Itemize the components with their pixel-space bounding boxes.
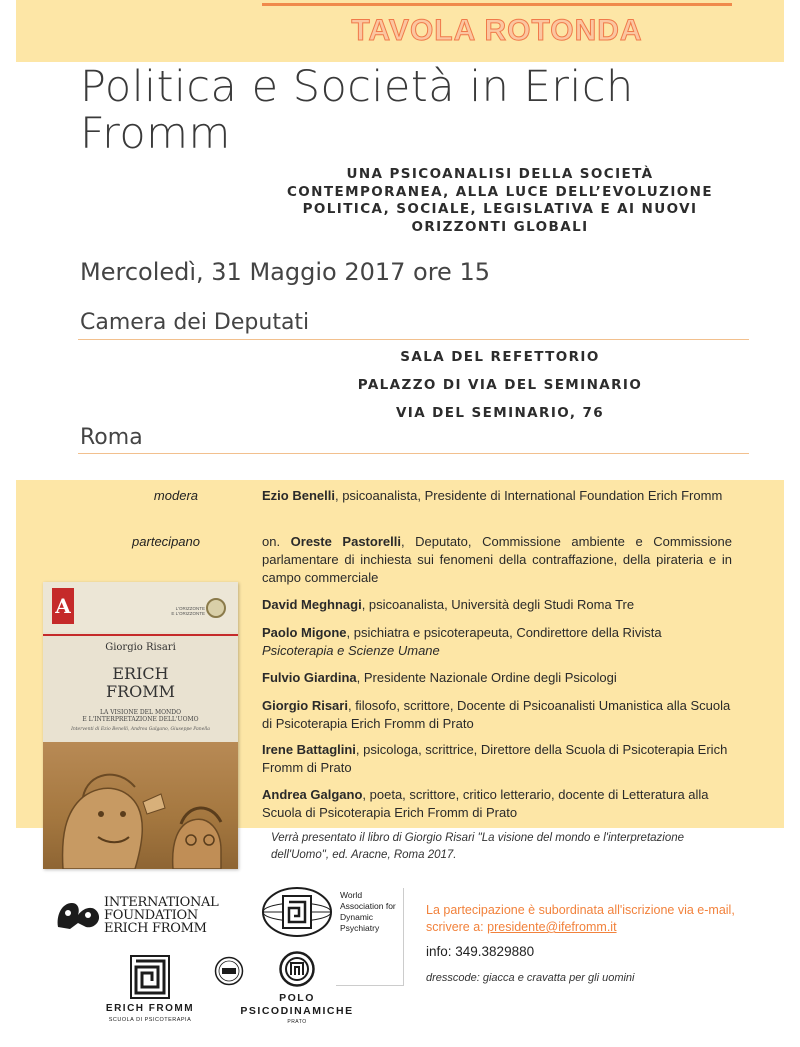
program-entry	[262, 596, 732, 614]
event-city: Roma	[80, 425, 143, 450]
subtitle-line: POLITICA, SOCIALE, LEGISLATIVA E AI NUOVI	[302, 201, 698, 217]
venue-line: VIA DEL SEMINARIO, 76	[395, 405, 605, 421]
person-description: , poeta, scrittore, critico letterario, docente di Letteratura alla Scuola di Psicoterapia Erich Fromm di Prato	[262, 787, 709, 820]
person-description: , psichiatra e psicoterapeuta, Condirettore della Rivista	[346, 625, 662, 640]
person-description: , Presidente Nazionale Ordine degli Psicologi	[356, 670, 617, 685]
program-entry	[262, 741, 732, 777]
event-date: Mercoledì, 31 Maggio 2017 ore 15	[80, 258, 490, 286]
person-name: Ezio Benelli	[262, 488, 335, 503]
divider	[78, 339, 749, 340]
journal-title: Psicoterapia e Scienze Umane	[262, 643, 440, 658]
program-entry	[262, 624, 732, 660]
event-subtitle	[250, 166, 750, 236]
wadp-name: World Association for Dynamic Psychiatry	[340, 890, 396, 933]
book-series: L'ORIZZONTE E L'ORIZZONTE	[171, 606, 205, 616]
book-cover	[43, 582, 238, 869]
series-seal-icon	[206, 598, 226, 618]
registration-email-link[interactable]: presidente@ifefromm.it	[487, 920, 617, 934]
program-entry	[262, 533, 732, 587]
registration-text: La partecipazione è subordinata all'iscrizione via e-mail, scrivere a:	[426, 903, 735, 934]
program-entry	[262, 487, 732, 505]
school-subtitle: SCUOLA DI PSICOTERAPIA	[108, 1017, 192, 1023]
erich-fromm-school-logo	[100, 955, 200, 1030]
book-title: ERICH FROMM	[105, 664, 176, 701]
polo-name: POLO PSICODINAMICHE	[240, 992, 354, 1017]
header-divider	[262, 3, 732, 6]
subtitle-line: CONTEMPORANEA, ALLA LUCE DELL’EVOLUZIONE	[287, 183, 713, 200]
person-description: , psicologa, scrittrice, Direttore della Scuola di Psicoterapia Erich Fromm di Prato	[262, 742, 728, 775]
subtitle-line: ORIZZONTI GLOBALI	[411, 218, 589, 235]
venue-line: SALA DEL REFETTORIO	[400, 349, 600, 365]
event-type-banner: TAVOLA ROTONDA	[351, 14, 643, 47]
event-venue	[330, 348, 670, 432]
registration-info	[426, 902, 756, 936]
book-cover-rule	[43, 634, 238, 636]
iff-logo	[54, 894, 224, 940]
iff-emblem-icon	[54, 897, 102, 933]
wadp-globe-icon	[261, 886, 333, 938]
person-name: Oreste Pastorelli	[290, 534, 401, 549]
book-subtitle: LA VISIONE DEL MONDO E L'INTERPRETAZIONE DELL'UOMO	[82, 709, 199, 723]
publisher-logo-icon: A	[52, 588, 74, 624]
subtitle-line: UNA PSICOANALISI DELLA SOCIETÀ	[346, 166, 654, 182]
polo-emblem-icon	[279, 951, 315, 987]
person-description: , psicoanalista, Università degli Studi Roma Tre	[361, 597, 635, 612]
event-title: Politica e Società in Erich Fromm	[80, 62, 634, 159]
iff-name: INTERNATIONAL FOUNDATION ERICH FROMM	[104, 895, 219, 936]
program-entry	[262, 786, 732, 822]
venue-line: PALAZZO DI VIA DEL SEMINARIO	[357, 377, 643, 393]
book-author: Giorgio Risari	[105, 642, 176, 653]
person-name: Fulvio Giardina	[262, 670, 357, 685]
person-description: , Deputato, Commissione ambiente e Commissione parlamentare di inchiesta sui fenomeni della contraffazione, della pirateria e in campo commerciale	[262, 534, 733, 585]
book-presentation-note: Verrà presentato il libro di Giorgio Risari "La visione del mondo e l'interpretazione dell'Uomo", ed. Aracne, Roma 2017.	[271, 832, 685, 861]
person-prefix: on.	[262, 534, 291, 549]
dresscode-note: dresscode: giacca e cravatta per gli uomini	[426, 972, 635, 984]
school-name: ERICH FROMM	[105, 1003, 195, 1014]
polo-psicodinamiche-logo	[232, 951, 362, 1029]
book-contributors: Interventi di Ezio Benelli, Andrea Galgano, Giuseppe Panella	[71, 727, 210, 732]
person-description: , psicoanalista, Presidente di International Foundation Erich Fromm	[334, 488, 723, 503]
event-institution: Camera dei Deputati	[80, 310, 310, 335]
person-name: Andrea Galgano	[262, 787, 363, 802]
person-name: Irene Battaglini	[262, 742, 356, 757]
portrait-sketch-icon	[43, 742, 238, 869]
polo-city: PRATO	[287, 1019, 307, 1025]
meander-emblem-icon	[130, 955, 170, 999]
book-cover-illustration	[43, 742, 238, 869]
person-name: Giorgio Risari	[262, 698, 348, 713]
info-phone: info: 349.3829880	[426, 944, 535, 959]
person-name: David Meghnagi	[262, 597, 362, 612]
moderator-role-label: modera	[153, 488, 198, 503]
person-description: , filosofo, scrittore, Docente di Psicoanalisti Umanistica alla Scuola di Psicoterapia Erich Fromm di Prato	[262, 698, 731, 731]
program-entry	[262, 697, 732, 733]
program-entry	[262, 669, 732, 687]
person-name: Paolo Migone	[262, 625, 347, 640]
participants-role-label: partecipano	[132, 534, 200, 549]
divider	[78, 453, 749, 454]
